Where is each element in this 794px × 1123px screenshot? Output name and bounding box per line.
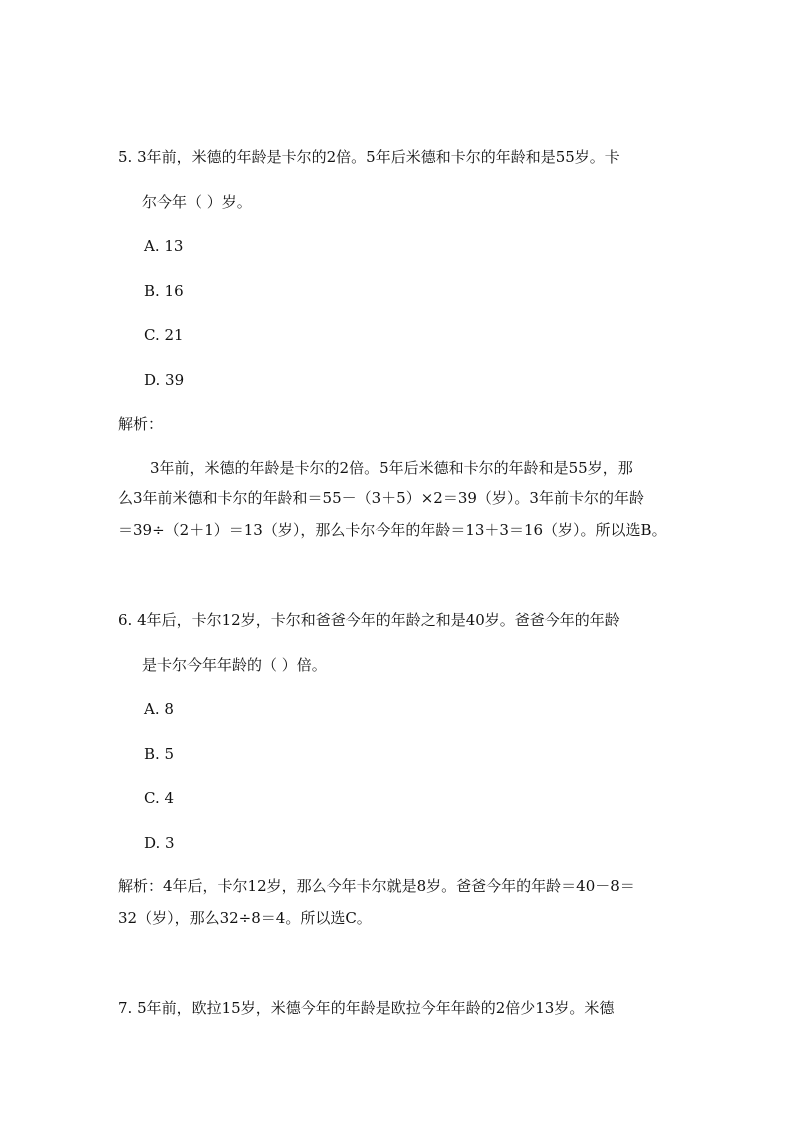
q5-option-c: C. 21	[144, 326, 184, 344]
q5-analysis-label: 解析：	[118, 415, 164, 433]
q5-analysis-line2: 么3年前米德和卡尔的年龄和＝55－（3＋5）×2＝39（岁）。3年前卡尔的年龄	[118, 489, 644, 507]
q6-analysis-line1: 解析：4年后，卡尔12岁，那么今年卡尔就是8岁。爸爸今年的年龄＝40－8＝	[118, 877, 635, 895]
q5-stem-line2: 尔今年（ ）岁。	[142, 193, 252, 211]
q6-option-c: C. 4	[144, 789, 175, 807]
q5-option-b: B. 16	[144, 282, 184, 300]
q5-analysis-line1: 3年前，米德的年龄是卡尔的2倍。5年后米德和卡尔的年龄和是55岁，那	[150, 459, 633, 477]
q6-stem-line1: 6. 4年后，卡尔12岁，卡尔和爸爸今年的年龄之和是40岁。爸爸今年的年龄	[118, 611, 620, 629]
q5-option-a: A. 13	[144, 237, 184, 255]
q5-stem-line1: 5. 3年前，米德的年龄是卡尔的2倍。5年后米德和卡尔的年龄和是55岁。卡	[118, 148, 620, 166]
q6-option-d: D. 3	[144, 834, 175, 852]
q7-stem-line1: 7. 5年前，欧拉15岁，米德今年的年龄是欧拉今年年龄的2倍少13岁。米德	[118, 999, 615, 1017]
q6-option-b: B. 5	[144, 745, 175, 763]
q6-option-a: A. 8	[144, 700, 174, 718]
q5-analysis-line3: ＝39÷（2＋1）＝13（岁），那么卡尔今年的年龄＝13＋3＝16（岁）。所以选B。	[118, 521, 667, 539]
q5-option-d: D. 39	[144, 371, 185, 389]
q6-stem-line2: 是卡尔今年年龄的（ ）倍。	[142, 656, 327, 674]
q6-analysis-line2: 32（岁），那么32÷8＝4。所以选C。	[118, 909, 372, 927]
